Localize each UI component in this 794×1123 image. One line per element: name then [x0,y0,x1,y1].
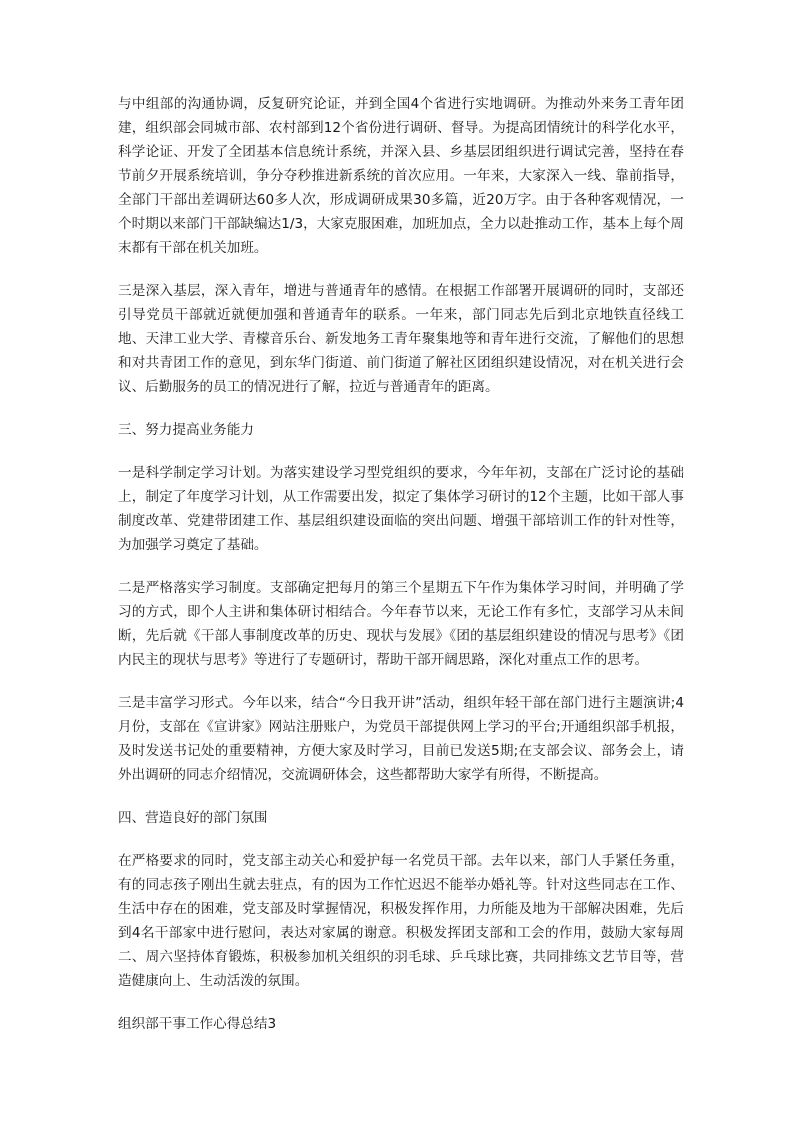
paragraph-study-system: 二是严格落实学习制度。支部确定把每月的第三个星期五下午作为集体学习时间，并明确了学习的方式，即个人主讲和集体研讨相结合。今年春节以来，无论工作有多忙，支部学习从未间断，先后就《干部人事制度改革的历史、现状与发展》《团的基层组织建设的情况与思考》《团内民主的现状与思考》等进行了专题研讨，帮助干部开阔思路，深化对重点工作的思考。 [118,580,684,668]
paragraph-grassroots-youth: 三是深入基层，深入青年，增进与普通青年的感情。在根据工作部署开展调研的同时，支部还引导党员干部就近就便加强和普通青年的联系。一年来，部门同志先后到北京地铁直径线工地、天津工业大学、青檬音乐台、新发地务工青年聚集地等和青年进行交流，了解他们的思想和对共青团工作的意见，到东华门街道、前门街道了解社区团组织建设情况，对在机关进行会议、后勤服务的员工的情况进行了解，拉近与普通青年的距离。 [118,283,684,395]
next-article-title: 组织部干事工作心得总结3 [118,1016,277,1032]
paragraph-study-forms: 三是丰富学习形式。今年以来，结合“今日我开讲”活动，组织年轻干部在部门进行主题演讲;4月份，支部在《宣讲家》网站注册账户，为党员干部提供网上学习的平台;开通组织部手机报，及时发送书记处的重要精神，方便大家及时学习，目前已发送5期;在支部会议、部务会上，请外出调研的同志介绍情况，交流调研体会，这些都帮助大家学有所得，不断提高。 [118,695,684,783]
section-heading-atmosphere: 四、营造良好的部门氛围 [118,810,268,826]
paragraph-care-members: 在严格要求的同时，党支部主动关心和爱护每一名党员干部。去年以来，部门人手紧任务重，有的同志孩子刚出生就去驻点，有的因为工作忙迟迟不能举办婚礼等。针对这些同志在工作、生活中存在的困难，党支部及时掌握情况，积极发挥作用，力所能及地为干部解决困难，先后到4名干部家中进行慰问，表达对家属的谢意。积极发挥团支部和工会的作用，鼓励大家每周二、周六坚持体育锻炼，积极参加机关组织的羽毛球、乒乓球比赛，共同排练文艺节目等，营造健康向上、生动活泼的氛围。 [118,853,684,989]
section-heading-improve-ability: 三、努力提高业务能力 [118,422,254,438]
paragraph-research-coordination: 与中组部的沟通协调，反复研究论证，并到全国4个省进行实地调研。为推动外来务工青年团建，组织部会同城市部、农村部到12个省份进行调研、督导。为提高团情统计的科学化水平，科学论证、开发了全团基本信息统计系统，并深入县、乡基层团组织进行调试完善，坚持在春节前夕开展系统培训，争分夺秒推进新系统的首次应用。一年来，大家深入一线、靠前指导，全部门干部出差调研达60多人次，形成调研成果30多篇，近20万字。由于各种客观情况，一个时期以来部门干部缺编达1/3，大家克服困难，加班加点，全力以赴推动工作，基本上每个周末都有干部在机关加班。 [118,96,684,256]
paragraph-study-plan: 一是科学制定学习计划。为落实建设学习型党组织的要求，今年年初，支部在广泛讨论的基础上，制定了年度学习计划，从工作需要出发，拟定了集体学习研讨的12个主题，比如干部人事制度改革、党建带团建工作、基层组织建设面临的突出问题、增强干部培训工作的针对性等，为加强学习奠定了基础。 [118,465,684,553]
document-page [118,92,684,1036]
